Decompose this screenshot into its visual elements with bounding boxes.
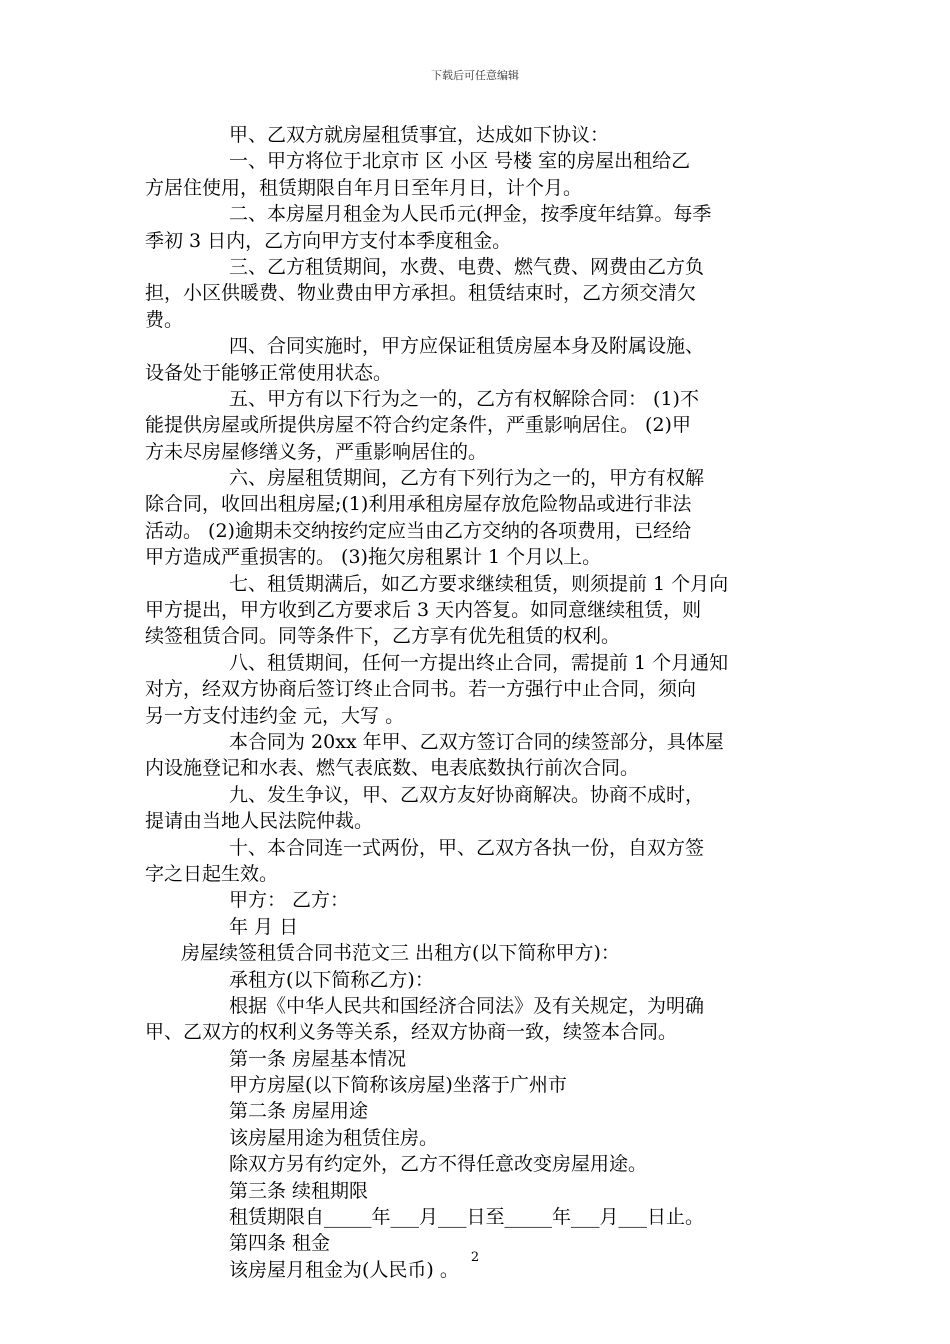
text-line: 除双方另有约定外，乙方不得任意改变房屋用途。: [229, 1153, 648, 1176]
text-line: 十、本合同连一式两份，甲、乙双方各执一份，自双方签: [229, 836, 705, 859]
text-line: 房屋续签租赁合同书范文三 出租方(以下简称甲方)：: [181, 942, 620, 965]
text-line: 季初 3 日内，乙方向甲方支付本季度租金。: [145, 229, 512, 252]
page-header: 下载后可任意编辑: [431, 69, 519, 82]
text-line: 提请由当地人民法院仲裁。: [145, 810, 374, 833]
text-line: 五、甲方有以下行为之一的，乙方有权解除合同： (1)不: [229, 387, 699, 410]
text-line: 第二条 房屋用途: [229, 1100, 369, 1123]
text-line: 年 月 日: [229, 915, 299, 938]
document-body: [145, 122, 805, 1283]
text-line: 第一条 房屋基本情况: [229, 1047, 407, 1070]
text-line: 内设施登记和水表、燃气表底数、电表底数执行前次合同。: [145, 757, 640, 780]
text-line: 六、房屋租赁期间，乙方有下列行为之一的，甲方有权解: [229, 467, 705, 490]
text-line: 该房屋月租金为(人民币) 。: [229, 1258, 459, 1281]
text-line: 九、发生争议，甲、乙双方友好协商解决。协商不成时，: [229, 783, 705, 806]
text-line: 甲方提出，甲方收到乙方要求后 3 天内答复。如同意继续租赁，则: [145, 599, 702, 622]
text-line: 担，小区供暖费、物业费由甲方承担。租赁结束时，乙方须交清欠: [145, 282, 697, 305]
text-line: 三、乙方租赁期间，水费、电费、燃气费、网费由乙方负: [229, 255, 705, 278]
text-line: 八、租赁期间，任何一方提出终止合同，需提前 1 个月通知: [229, 651, 729, 674]
page-number: 2: [470, 1250, 480, 1265]
text-line: 承租方(以下简称乙方)：: [229, 968, 434, 991]
text-line: 甲方房屋(以下简称该房屋)坐落于广州市: [229, 1074, 567, 1097]
text-line: 除合同，收回出租房屋;(1)利用承租房屋存放危险物品或进行非法: [145, 493, 692, 516]
text-line: 能提供房屋或所提供房屋不符合约定条件，严重影响居住。 (2)甲: [145, 414, 691, 437]
text-line: 根据《中华人民共和国经济合同法》及有关规定，为明确: [229, 994, 705, 1017]
text-line: 设备处于能够正常使用状态。: [145, 361, 393, 384]
text-line: 续签租赁合同。同等条件下，乙方享有优先租赁的权利。: [145, 625, 621, 648]
text-line: 四、合同实施时，甲方应保证租赁房屋本身及附属设施、: [229, 335, 705, 358]
text-line: 字之日起生效。: [145, 862, 279, 885]
text-line: 方未尽房屋修缮义务，严重影响居住的。: [145, 440, 488, 463]
text-line: 甲方： 乙方：: [229, 889, 350, 912]
text-line: 方居住使用，租赁期限自年月日至年月日，计个月。: [145, 176, 583, 199]
text-line: 第三条 续租期限: [229, 1179, 369, 1202]
text-line: 另一方支付违约金 元，大写 。: [145, 704, 405, 727]
text-line: 活动。 (2)逾期未交纳按约定应当由乙方交纳的各项费用，已经给: [145, 519, 691, 542]
text-line: 甲、乙双方的权利义务等关系，经双方协商一致，续签本合同。: [145, 1021, 678, 1044]
text-line: 本合同为 20xx 年甲、乙双方签订合同的续签部分，具体屋: [229, 730, 724, 753]
text-line: 该房屋用途为租赁住房。: [229, 1126, 439, 1149]
text-line: 二、本房屋月租金为人民币元(押金，按季度年结算。每季: [229, 203, 712, 226]
text-line: 一、甲方将位于北京市 区 小区 号楼 室的房屋出租给乙: [229, 150, 691, 173]
text-line: 对方，经双方协商后签订终止合同书。若一方强行中止合同，须向: [145, 678, 697, 701]
text-line: 七、租赁期满后，如乙方要求继续租赁，则须提前 1 个月向: [229, 572, 729, 595]
text-line: 费。: [145, 308, 184, 331]
text-line: 甲、乙双方就房屋租赁事宜，达成如下协议：: [229, 124, 610, 146]
text-line: 甲方造成严重损害的。 (3)拖欠房租累计 1 个月以上。: [145, 546, 602, 569]
text-line: 租赁期限自_____年___月___日至_____年___月___日止。: [229, 1206, 705, 1229]
text-line: 第四条 租金: [229, 1232, 331, 1255]
